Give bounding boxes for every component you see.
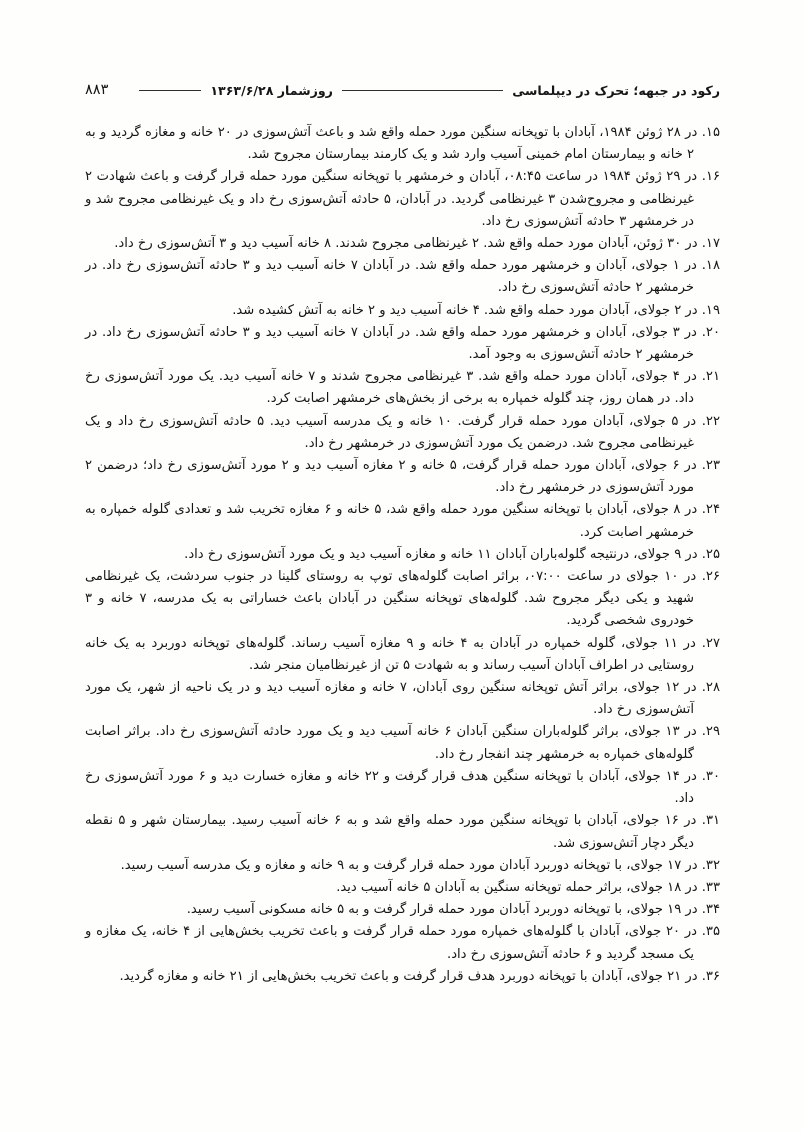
entry-number: ۳۶. <box>701 968 720 984</box>
timeline-entry <box>85 877 720 899</box>
timeline-entry <box>85 322 720 366</box>
entry-text: در ۱ جولای، آبادان و خرمشهر مورد حمله واقع شد. در آبادان ۷ خانه آسیب دید و ۳ حادثه آتش‌سوزی رخ داد. در خرمشهر ۲ حادثه آتش‌سوزی رخ داد. <box>85 258 697 296</box>
timeline-entry <box>85 255 720 299</box>
timeline-entry <box>85 366 720 410</box>
entry-number: ۳۰. <box>701 768 720 784</box>
entry-number: ۳۲. <box>701 857 720 873</box>
running-header <box>85 82 720 98</box>
entry-number: ۱۶. <box>701 169 721 185</box>
timeline-entry <box>85 300 720 322</box>
timeline-entry <box>85 810 720 854</box>
entry-text: در ۶ جولای، آبادان مورد حمله قرار گرفت، ۵ خانه و ۲ مغازه آسیب دید و ۲ مورد آتش‌سوزی رخ داد؛ درضمن ۲ مورد آتش‌سوزی در خرمشهر رخ داد. <box>85 458 697 496</box>
timeline-entry <box>85 566 720 633</box>
entry-text: در ۱۸ جولای، براثر حمله توپخانه سنگین به آبادان ۵ خانه آسیب دید. <box>336 879 698 895</box>
entry-text: در ۲۱ جولای، آبادان با توپخانه دوربرد هدف قرار گرفت و باعث تخریب بخش‌هایی از ۲۱ خانه و مغازه گردید. <box>119 968 698 984</box>
timeline-entry <box>85 411 720 455</box>
entries-list <box>85 122 720 988</box>
entry-number: ۱۵. <box>701 125 720 140</box>
entry-text: در ۱۷ جولای، با توپخانه دوربرد آبادان مورد حمله قرار گرفت و به ۹ خانه و مغازه و یک مدرسه آسیب رسید. <box>120 857 698 873</box>
timeline-entry <box>85 122 720 166</box>
timeline-entry <box>85 633 720 677</box>
entry-text: در ۹ جولای، درنتیجه گلوله‌باران آبادان ۱۱ خانه و مغازه آسیب دید و یک مورد آتش‌سوزی رخ داد. <box>184 546 698 562</box>
entry-number: ۲۳. <box>701 458 720 474</box>
entry-number: ۲۸. <box>701 680 720 696</box>
entry-number: ۳۱. <box>701 813 721 829</box>
entry-text: در ۲۰ جولای، آبادان با گلوله‌های خمپاره مورد حمله قرار گرفت و باعث تخریب بخش‌هایی از ۴ خانه، یک مغازه و یک مسجد گردید و ۶ حادثه آتش‌سوزی رخ داد. <box>85 924 697 962</box>
entry-number: ۲۵. <box>701 546 720 562</box>
entry-number: ۲۹. <box>701 724 720 740</box>
entry-number: ۲۱. <box>701 369 720 385</box>
timeline-entry <box>85 677 720 721</box>
entry-text: در ۴ جولای، آبادان مورد حمله واقع شد. ۳ غیرنظامی مجروح شدند و ۷ خانه آسیب دید. یک مورد آتش‌سوزی رخ داد. در همان روز، چند گلوله خمپاره به برخی از بخش‌های خرمشهر اصابت کرد. <box>85 369 697 407</box>
entry-number: ۱۹. <box>701 302 720 318</box>
timeline-entry <box>85 166 720 233</box>
entry-number: ۲۴. <box>701 502 720 518</box>
entry-number: ۲۲. <box>701 413 720 429</box>
entry-text: در ۱۳ جولای، براثر گلوله‌باران سنگین آبادان ۶ خانه آسیب دید و یک مورد حادثه آتش‌سوزی رخ داد. براثر اصابت گلوله‌های خمپاره به خرمشهر چند انفجار رخ داد. <box>85 724 697 762</box>
chronology-date-label: روزشمار ۱۳۶۳/۶/۲۸ <box>210 82 333 98</box>
entry-number: ۱۸. <box>701 258 720 274</box>
page-number: ۸۸۳ <box>85 82 109 98</box>
timeline-entry <box>85 766 720 810</box>
entry-text: در ۳۰ ژوئن، آبادان مورد حمله واقع شد. ۲ غیرنظامی مجروح شدند. ۸ خانه آسیب دید و ۳ آتش‌سوزی رخ داد. <box>114 236 698 252</box>
entry-text: در ۱۰ جولای در ساعت ۰۷:۰۰، براثر اصابت گلوله‌های توپ به روستای گلینا در جنوب سردشت، یک غیرنظامی شهید و یکی دیگر مجروح شد. گلوله‌های توپخانه سنگین در آبادان باعث خساراتی به یک مدرسه، ۷ خانه و ۳ خودروی شخصی گردید. <box>85 569 697 629</box>
entry-number: ۱۷. <box>701 236 720 252</box>
timeline-entry <box>85 544 720 566</box>
entry-number: ۳۵. <box>701 924 720 940</box>
entry-text: در ۱۹ جولای، با توپخانه دوربرد آبادان مورد حمله قرار گرفت و به ۵ خانه مسکونی آسیب رسید. <box>186 902 698 918</box>
entry-number: ۳۳. <box>701 879 720 895</box>
entry-number: ۳۴. <box>701 902 720 918</box>
entry-number: ۲۰. <box>701 324 720 340</box>
entry-text: در ۲۸ ژوئن ۱۹۸۴، آبادان با توپخانه سنگین مورد حمله واقع شد و باعث آتش‌سوزی در ۲۰ خانه و مغازه گردید و به ۲ خانه و بیمارستان امام خمینی آسیب وارد شد و یک کارمند بیمارستان مجروح شد. <box>85 125 698 163</box>
entry-number: ۲۷. <box>701 635 720 651</box>
entry-text: در ۲۹ ژوئن ۱۹۸۴ در ساعت ۰۸:۴۵، آبادان و خرمشهر با توپخانه سنگین مورد حمله قرار گرفت و باعث شهادت ۲ غیرنظامی و مجروح‌شدن ۳ غیرنظامی گردید. در آبادان، ۵ حادثه آتش‌سوزی رخ داد و یک غیرنظامی مجروح شد و در خرمشهر ۳ حادثه آتش‌سوزی رخ داد. <box>85 169 698 229</box>
timeline-entry <box>85 455 720 499</box>
entry-text: در ۱۴ جولای، آبادان با توپخانه سنگین هدف قرار گرفت و ۲۲ خانه و مغازه خسارت دید و ۶ مورد آتش‌سوزی رخ داد. <box>85 768 697 807</box>
timeline-entry <box>85 855 720 877</box>
timeline-entry <box>85 966 720 988</box>
header-rule-left <box>139 90 201 91</box>
entry-text: در ۳ جولای، آبادان و خرمشهر مورد حمله واقع شد. در آبادان ۷ خانه آسیب دید و ۳ حادثه آتش‌سوزی رخ داد. در خرمشهر ۲ حادثه آتش‌سوزی به وجود آمد. <box>85 324 697 363</box>
entry-text: در ۸ جولای، آبادان با توپخانه سنگین مورد حمله واقع شد، ۵ خانه و ۶ مغازه تخریب شد و تعدادی گلوله خمپاره به خرمشهر اصابت کرد. <box>85 502 698 540</box>
entry-text: در ۲ جولای، آبادان مورد حمله واقع شد. ۴ خانه آسیب دید و ۲ خانه به آتش کشیده شد. <box>232 302 698 318</box>
entry-text: در ۱۱ جولای، گلوله خمپاره در آبادان به ۴ خانه و ۹ مغازه آسیب رساند. گلوله‌های توپخانه دوربرد به یک خانه روستایی در اطراف آبادان آسیب رساند و به شهادت ۵ تن از غیرنظامیان منجر شد. <box>85 635 696 673</box>
timeline-entry <box>85 233 720 255</box>
timeline-entry <box>85 899 720 921</box>
timeline-entry <box>85 721 720 765</box>
timeline-entry <box>85 921 720 965</box>
entry-text: در ۱۶ جولای، آبادان با توپخانه سنگین مورد حمله واقع شد و به ۶ خانه آسیب رسید. بیمارستان شهر و ۵ نقطه دیگر دچار آتش‌سوزی شد. <box>85 813 697 851</box>
chapter-title: رکود در جبهه؛ تحرک در دیپلماسی <box>512 82 720 98</box>
entry-number: ۲۶. <box>701 569 720 585</box>
timeline-entry <box>85 499 720 543</box>
header-rule-right <box>342 90 503 91</box>
entry-text: در ۱۲ جولای، براثر آتش توپخانه سنگین روی آبادان، ۷ خانه و مغازه آسیب دید و در یک ناحیه از شهر، یک مورد آتش‌سوزی رخ داد. <box>85 680 697 718</box>
entry-text: در ۵ جولای، آبادان مورد حمله قرار گرفت. ۱۰ خانه و یک مدرسه آسیب دید. ۵ حادثه آتش‌سوزی رخ داد و یک غیرنظامی مجروح شد. درضمن یک مورد آتش‌سوزی در خرمشهر رخ داد. <box>85 413 697 451</box>
